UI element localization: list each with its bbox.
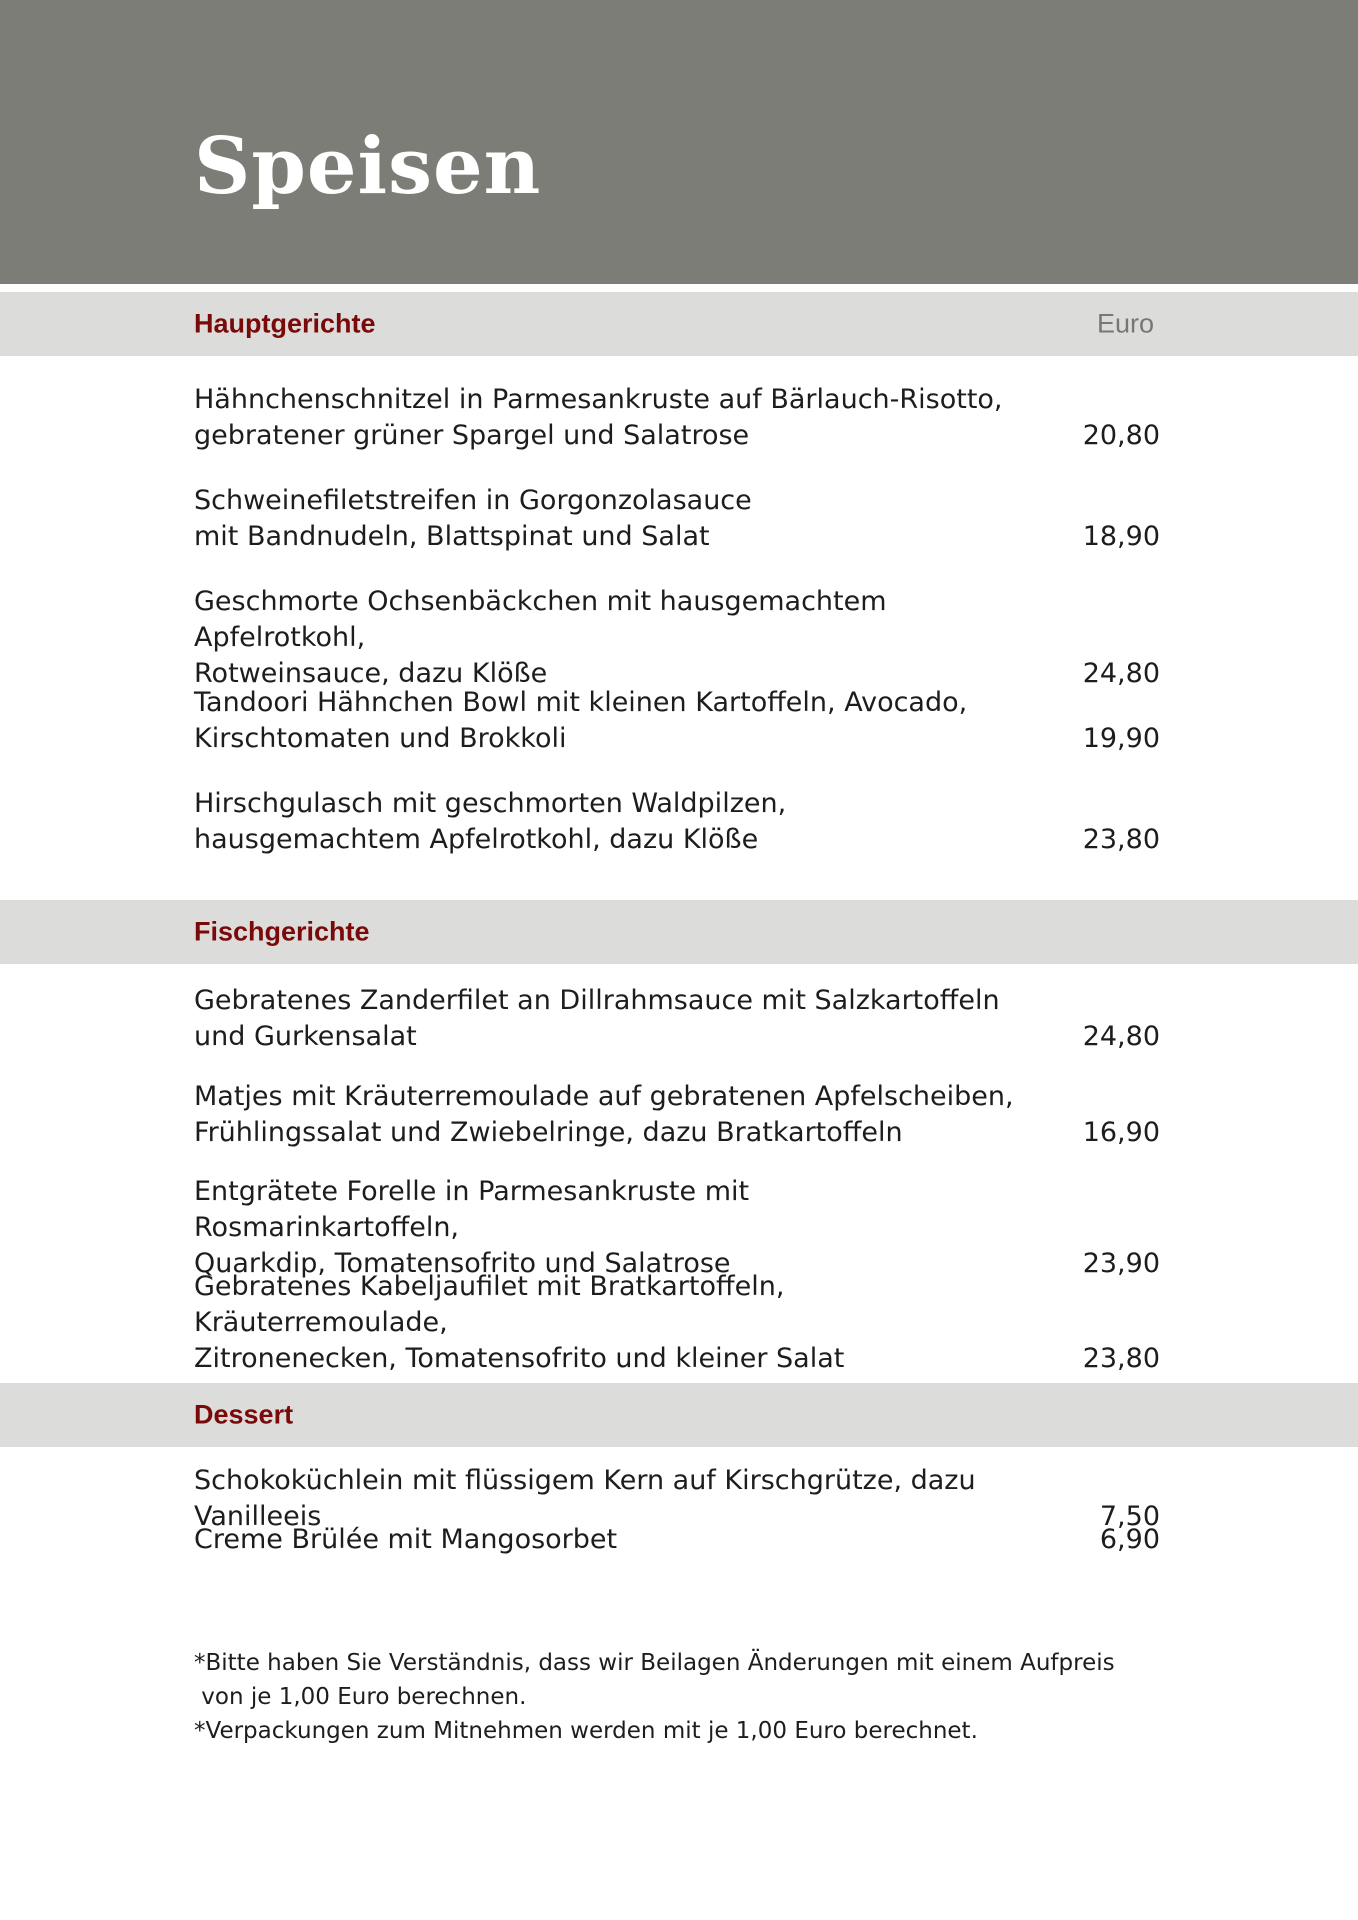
item-price: 16,90 [1082,1117,1160,1148]
item-line: Schokoküchlein mit flüssigem Kern auf Kirschgrütze, dazu Vanilleeis [194,1465,976,1532]
page-header [0,0,1358,284]
section-title: Hauptgerichte [194,308,376,339]
item-price: 7,50 [1099,1501,1160,1532]
item-line: Matjes mit Kräuterremoulade auf gebratenen Apfelscheiben, [194,1081,1014,1112]
menu-item [194,382,1160,454]
item-price: 24,80 [1082,658,1160,689]
item-price: 18,90 [1082,521,1160,552]
menu-item [194,1174,1160,1282]
item-price: 6,90 [1099,1524,1160,1555]
item-line: gebratener grüner Spargel und Salatrose [194,420,750,451]
item-line: Quarkdip, Tomatensofrito und Salatrose [194,1248,731,1279]
item-line: Gebratenes Kabeljaufilet mit Bratkartoffeln, Kräuterremoulade, [194,1271,785,1338]
footnote-line: *Verpackungen zum Mitnehmen werden mit je 1,00 Euro berechnet. [194,1718,978,1744]
menu-item [194,483,1160,555]
item-line: Hirschgulasch mit geschmorten Waldpilzen, [194,788,787,819]
item-line: mit Bandnudeln, Blattspinat und Salat [194,521,710,552]
footnotes [194,1646,1154,1748]
section-header-dessert [0,1383,1358,1447]
item-price: 23,80 [1082,1343,1160,1374]
item-price: 20,80 [1082,420,1160,451]
menu-item [194,1522,1160,1558]
footnote-line: von je 1,00 Euro berechnen. [194,1684,527,1710]
item-line: Kirschtomaten und Brokkoli [194,723,567,754]
section-header-fischgerichte [0,900,1358,964]
item-line: Zitronenecken, Tomatensofrito und kleiner Salat [194,1343,845,1374]
section-title: Dessert [194,1399,294,1430]
menu-item [194,584,1160,692]
section-header-hauptgerichte [0,292,1358,356]
item-line: und Gurkensalat [194,1021,417,1052]
item-line: Creme Brülée mit Mangosorbet [194,1524,618,1555]
item-line: Entgrätete Forelle in Parmesankruste mit Rosmarinkartoffeln, [194,1176,750,1243]
item-line: hausgemachtem Apfelrotkohl, dazu Klöße [194,824,759,855]
menu-item [194,786,1160,858]
menu-item [194,1269,1160,1377]
item-line: Hähnchenschnitzel in Parmesankruste auf Bärlauch-Risotto, [194,384,1003,415]
menu-item [194,983,1160,1055]
menu-item [194,1079,1160,1151]
currency-label: Euro [1096,308,1154,339]
menu-item [194,685,1160,757]
item-line: Rotweinsauce, dazu Klöße [194,658,548,689]
item-line: Geschmorte Ochsenbäckchen mit hausgemachtem Apfelrotkohl, [194,586,887,653]
item-line: Tandoori Hähnchen Bowl mit kleinen Kartoffeln, Avocado, [194,687,968,718]
item-line: Frühlingssalat und Zwiebelringe, dazu Bratkartoffeln [194,1117,903,1148]
item-price: 19,90 [1082,723,1160,754]
footnote-line: *Bitte haben Sie Verständnis, dass wir Beilagen Änderungen mit einem Aufpreis [194,1650,1115,1676]
page-title: Speisen [194,121,542,212]
item-line: Gebratenes Zanderfilet an Dillrahmsauce mit Salzkartoffeln [194,985,1000,1016]
item-line: Schweinefiletstreifen in Gorgonzolasauce [194,485,752,516]
item-price: 24,80 [1082,1021,1160,1052]
item-price: 23,90 [1082,1248,1160,1279]
section-title: Fischgerichte [194,916,370,947]
item-price: 23,80 [1082,824,1160,855]
